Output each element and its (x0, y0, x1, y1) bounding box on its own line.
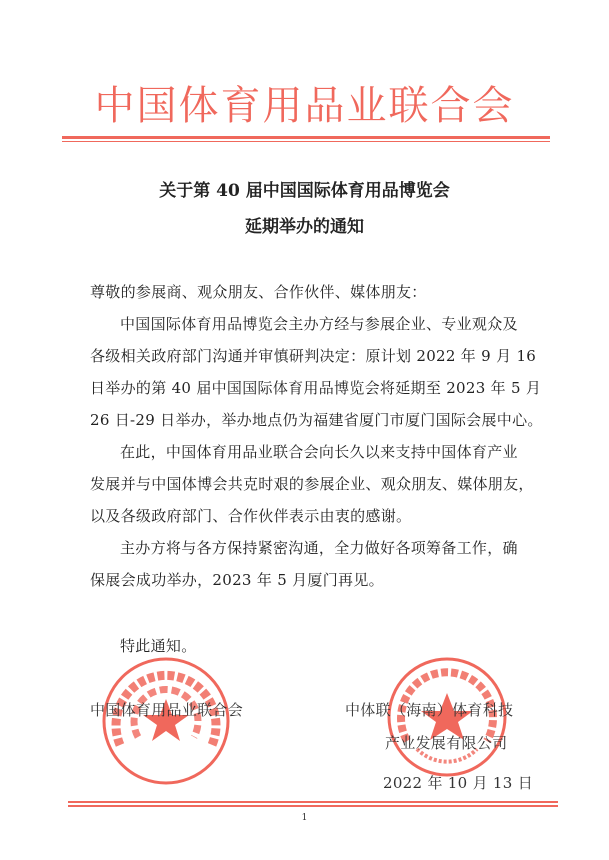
signature-date: 2022 年 10 月 13 日 (383, 774, 533, 792)
header-divider (62, 136, 550, 139)
body-line: 以及各级政府部门、合作伙伴表示由衷的感谢。 (90, 507, 412, 525)
body-line: 主办方将与各方保持紧密沟通，全力做好各项筹备工作，确 (120, 539, 518, 557)
body-line: 日举办的第 40 届中国国际体育用品博览会将延期至 2023 年 5 月 (90, 379, 542, 397)
header-divider-thin (62, 141, 550, 142)
signature-right-line1: 中体联（海南）体育科技 (345, 701, 514, 719)
notice-title-line2: 延期举办的通知 (245, 217, 364, 237)
closing: 特此通知。 (120, 637, 197, 655)
page-number: 1 (301, 813, 308, 823)
signature-right-line2: 产业发展有限公司 (385, 734, 508, 752)
body-line: 各级相关政府部门沟通并审慎研判决定：原计划 2022 年 9 月 16 (90, 347, 537, 365)
body-line: 26 日-29 日举办，举办地点仍为福建省厦门市厦门国际会展中心。 (90, 411, 543, 429)
body-line: 保展会成功举办，2023 年 5 月厦门再见。 (90, 571, 384, 589)
notice-title-line1: 关于第 40 届中国国际体育用品博览会 (159, 181, 450, 201)
salutation: 尊敬的参展商、观众朋友、合作伙伴、媒体朋友： (90, 283, 427, 301)
body-line: 发展并与中国体博会共克时艰的参展企业、观众朋友、媒体朋友， (90, 475, 534, 493)
body-line: 中国国际体育用品博览会主办方经与参展企业、专业观众及 (120, 315, 518, 333)
footer-divider (68, 801, 558, 803)
signature-left: 中国体育用品业联合会 (90, 701, 244, 719)
federation-seal (100, 655, 232, 787)
letterhead-org-name: 中国体育用品业联合会 (94, 83, 515, 129)
footer-divider-2 (68, 805, 558, 807)
body-line: 在此，中国体育用品业联合会向长久以来支持中国体育产业 (120, 443, 518, 461)
